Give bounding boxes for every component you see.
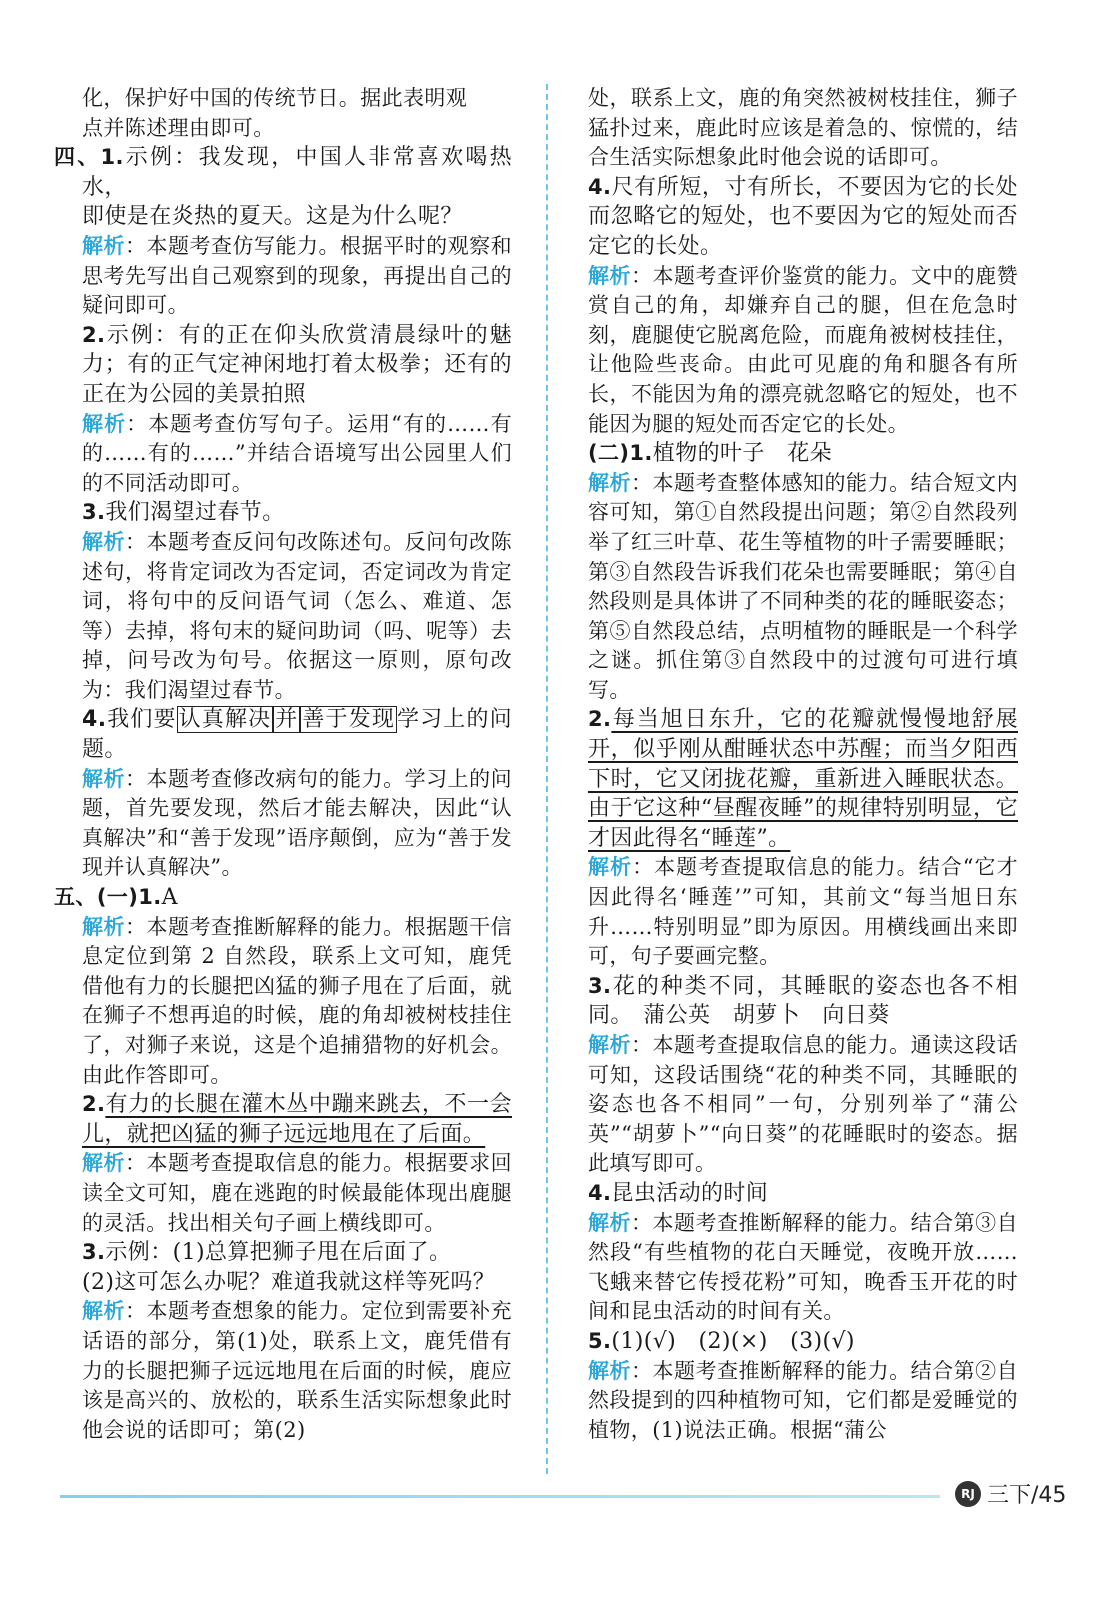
r2-q2: 2.每当旭日东升，它的花瓣就慢慢地舒展开，似乎刚从酣睡状态中苏醒；而当夕阳西下时，它又闭拢花瓣，重新进入睡眠状态。由于它这种“昼醒夜睡”的规律特别明显，它才因此得名“睡莲”。 [588, 707, 1018, 851]
text-line: 化，保护好中国的传统节日。据此表明观 点并陈述理由即可。 [82, 86, 468, 140]
q5-2: 2.有力的长腿在灌木丛中蹦来跳去，不一会儿，就把凶猛的狮子远远地甩在了后面。 [82, 1092, 512, 1147]
r2-q1: (二)1.植物的叶子 花朵 [588, 441, 832, 467]
footer-rule [60, 1495, 940, 1498]
q5-1: 五、(一)1.A [54, 885, 178, 911]
q5-1-explanation: 解析：本题考查推断解释的能力。根据题干信息定位到第 2 自然段，联系上文可知，鹿凭借他有力的长腿把凶猛的狮子甩在了后面，就在狮子不想再追的时候，鹿的角却被树枝挂住了，对狮子来说，这是个追捕猎物的好机会。由此作答即可。 [82, 914, 512, 1087]
r2-q3: 3.花的种类不同，其睡眠的姿态也各不相同。 蒲公英 胡萝卜 向日葵 [588, 973, 1018, 1029]
r2-q2-explanation: 解析：本题考查提取信息的能力。结合“它才因此得名‘睡莲’”可知，其前文“每当旭日东升……特别明显”即为原因。用横线画出来即可，句子要画完整。 [588, 855, 1018, 969]
q4-1: 四、1.示例：我发现，中国人非常喜欢喝热水， 即使是在炎热的夏天。这是为什么呢？ [54, 145, 512, 230]
r-q4-explanation: 解析：本题考查评价鉴赏的能力。文中的鹿赞赏自己的角，却嫌弃自己的腿，但在危急时刻，鹿腿使它脱离危险，而鹿角被树枝挂住，让他险些丧命。由此可见鹿的角和腿各有所长，不能因为角的漂亮就忽略它的短处，也不能因为腿的短处而否定它的长处。 [588, 263, 1018, 436]
q5-3-explanation: 解析：本题考查想象的能力。定位到需要补充话语的部分，第(1)处，联系上文，鹿凭借有力的长腿把狮子远远地甩在后面的时候，鹿应该是高兴的、放松的，联系生活实际想象此时他会说的话即可；第(2) [82, 1299, 512, 1442]
left-column [54, 84, 512, 1445]
q4-4-explanation: 解析：本题考查修改病句的能力。学习上的问题，首先要发现，然后才能去解决，因此“认真解决”和“善于发现”语序颠倒，应为“善于发现并认真解决”。 [82, 766, 512, 880]
page-number: 三下/45 [987, 1483, 1067, 1508]
q4-4: 4.我们要认真解决 并 善于发现学习上的问题。 [82, 707, 512, 763]
q4-2-explanation: 解析：本题考查仿写句子。运用“有的……有的……有的……”并结合语境写出公园里人们的不同活动即可。 [82, 411, 512, 495]
q5-2-explanation: 解析：本题考查提取信息的能力。根据要求回读全文可知，鹿在逃跑的时候最能体现出鹿腿的灵活。找出相关句子画上横线即可。 [82, 1151, 512, 1235]
r2-q5: 5.(1)(√) (2)(×) (3)(√) [588, 1328, 855, 1354]
r2-q5-explanation: 解析：本题考查推断解释的能力。结合第②自然段提到的四种植物可知，它们都是爱睡觉的植物，(1)说法正确。根据“蒲公 [588, 1358, 1018, 1442]
boxed-word: 并 [275, 707, 299, 733]
boxed-word: 善于发现 [302, 707, 395, 733]
q5-3: 3.示例：(1)总算把狮子甩在后面了。 (2)这可怎么办呢？难道我就这样等死吗？ [82, 1240, 496, 1295]
page-footer [955, 1478, 1066, 1509]
q4-3: 3.我们渴望过春节。 [82, 500, 285, 526]
r2-q4-explanation: 解析：本题考查推断解释的能力。结合第③自然段“有些植物的花白天睡觉，夜晚开放……飞蛾来替它传授花粉”可知，晚香玉开花的时间和昆虫活动的时间有关。 [588, 1210, 1018, 1324]
r2-q4: 4.昆虫活动的时间 [588, 1180, 769, 1206]
q4-1-explanation: 解析：本题考查仿写能力。根据平时的观察和思考先写出自己观察到的现象，再提出自己的疑问即可。 [82, 233, 512, 318]
edition-badge-icon: RJ [955, 1481, 981, 1507]
column-divider [546, 84, 548, 1474]
r2-q1-explanation: 解析：本题考查整体感知的能力。结合短文内容可知，第①自然段提出问题；第②自然段列举了红三叶草、花生等植物的叶子需要睡眠；第③自然段告诉我们花朵也需要睡眠；第④自然段则是具体讲了不同种类的花的睡眠姿态；第⑤自然段总结，点明植物的睡眠是一个科学之谜。抓住第③自然段中的过渡句可进行填写。 [588, 470, 1018, 702]
right-column [588, 84, 1018, 1445]
r-q4: 4.尺有所短，寸有所长，不要因为它的长处而忽略它的短处，也不要因为它的短处而否定它的长处。 [588, 174, 1018, 259]
r2-q3-explanation: 解析：本题考查提取信息的能力。通读这段话可知，这段话围绕“花的种类不同，其睡眠的姿态也各不相同”一句，分别列举了“蒲公英”“胡萝卜”“向日葵”的花睡眠时的姿态。据此填写即可。 [588, 1033, 1018, 1176]
q4-2: 2.示例：有的正在仰头欣赏清晨绿叶的魅力；有的正气定神闲地打着太极拳；还有的正在为公园的美景拍照 [82, 322, 512, 407]
q4-3-explanation: 解析：本题考查反问句改陈述句。反问句改陈述句，将肯定词改为否定词，否定词改为肯定词，将句中的反问语气词（怎么、难道、怎等）去掉，将句末的疑问助词（吗、呢等）去掉，问号改为句号。依据这一原则，原句改为：我们渴望过春节。 [82, 529, 512, 702]
text-line: 处，联系上文，鹿的角突然被树枝挂住，狮子猛扑过来，鹿此时应该是着急的、惊慌的，结合生活实际想象此时他会说的话即可。 [588, 86, 1018, 170]
boxed-word: 认真解决 [178, 707, 272, 733]
